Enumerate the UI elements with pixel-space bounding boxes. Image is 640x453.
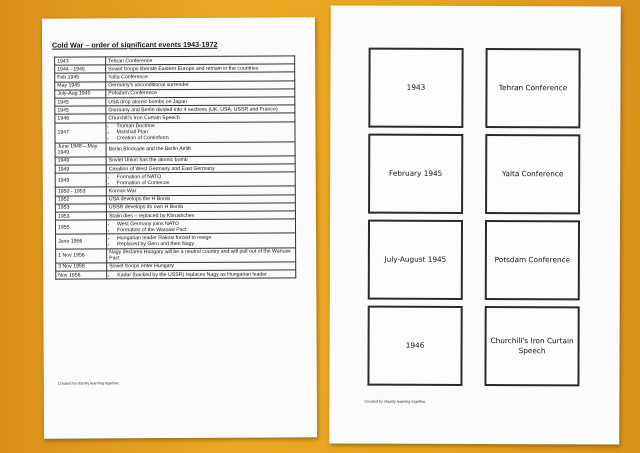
event-date: 1955 xyxy=(55,220,106,234)
event-description: Soviet Union has the atomic bomb xyxy=(106,156,295,165)
event-date: 1946 xyxy=(55,114,106,122)
event-description: Germany's unconditional surrender xyxy=(106,80,295,89)
event-description: Korean War xyxy=(106,186,295,195)
event-date: Nov 1956 xyxy=(56,271,107,279)
event-description: Germany and Berlin divided into 4 sections (UK, USA, USSR and France) xyxy=(106,105,295,114)
sheet-title: Cold War – order of significant events 1943-1972 xyxy=(52,39,218,50)
event-date: 1950 - 1953 xyxy=(55,187,106,195)
event-bullets xyxy=(106,219,295,234)
event-date: Feb 1945 xyxy=(55,73,106,81)
table-row xyxy=(55,121,295,142)
event-date: 1953 xyxy=(55,212,106,220)
credit-text: Created by sfamily learning together. xyxy=(364,399,427,404)
event-date: 1952 xyxy=(55,196,106,204)
bullet-item: • West Germany joins NATO xyxy=(117,220,293,227)
bullet-item: • Truman Doctrine xyxy=(116,123,292,130)
table-row xyxy=(56,270,296,279)
event-description: USA develops the H Bomb xyxy=(106,195,295,204)
card-sort-sheet xyxy=(329,5,621,444)
table-row xyxy=(56,233,296,248)
bullet-list xyxy=(109,173,293,186)
bullet-item: • Formation of the Warsaw Pact xyxy=(117,226,293,233)
event-card[interactable]: 1946 xyxy=(367,306,462,386)
event-date: May 1945 xyxy=(55,81,106,89)
event-bullets xyxy=(106,121,295,142)
event-card[interactable]: Churchill's Iron Curtain Speech xyxy=(484,306,579,386)
table-row xyxy=(55,219,295,234)
event-description: Soviet troops liberate Eastern Europe and remain in the countries xyxy=(106,64,295,73)
event-date: July-Aug 1945 xyxy=(55,90,106,98)
event-card[interactable]: Tehran Conference xyxy=(485,48,580,128)
event-card[interactable]: Potsdam Conference xyxy=(485,220,580,300)
event-date: 1949 xyxy=(55,165,106,173)
bullet-item: • Replaced by Gero and then Nagy xyxy=(117,240,293,247)
bullet-item: • Hungarian leader Rakosi forced to resign xyxy=(117,234,293,241)
table-row xyxy=(56,247,296,262)
event-date: 1945 xyxy=(55,106,106,114)
bullet-item: • Formation of NATO xyxy=(117,173,293,180)
event-description: Stalin dies – replaced by Khrushchev xyxy=(106,211,295,220)
event-description: USSR develops its own H Bomb xyxy=(106,203,295,212)
bullet-item: • Kadar (backed by the USSR) replaces Nagy as Hungarian leader xyxy=(117,271,293,278)
bullet-list xyxy=(109,220,293,233)
event-description: Creation of West Germany and East Germany xyxy=(106,164,295,173)
event-date: 1943 xyxy=(55,57,106,65)
bullet-list xyxy=(109,271,293,278)
event-description: Nagy declares Hungary will be a neutral country and will pull out of the Warsaw Pact xyxy=(107,247,296,262)
event-description: Tehran Conference xyxy=(106,56,295,65)
event-description: Berlin Blockade and the Berlin Airlift xyxy=(106,142,295,157)
event-date: 1949 xyxy=(55,173,106,187)
event-bullets xyxy=(107,233,296,248)
bullet-list xyxy=(109,234,293,247)
bullet-list xyxy=(108,123,292,142)
timeline-sheet xyxy=(42,17,317,438)
event-date: June 1956 xyxy=(56,234,107,248)
event-card[interactable]: 1943 xyxy=(368,48,463,128)
event-card[interactable]: July-August 1945 xyxy=(368,220,463,300)
event-card[interactable]: Yalta Conference xyxy=(485,134,580,214)
event-date: 1947 xyxy=(55,122,106,142)
event-date: 1953 xyxy=(55,204,106,212)
event-bullets xyxy=(106,172,295,187)
bullet-item: • Marshall Plan xyxy=(116,129,292,136)
event-description: Soviet troops enter Hungary xyxy=(107,262,296,271)
event-date: 1 Nov 1956 xyxy=(56,248,107,262)
event-date: June 1948 – May 1949 xyxy=(55,143,106,157)
event-description: Churchill's Iron Curtain Speech xyxy=(106,113,295,122)
bullet-item: • Creation of Cominform xyxy=(117,135,293,142)
event-date: 1944 - 1945 xyxy=(55,65,106,73)
event-date: 1945 xyxy=(55,98,106,106)
table-row xyxy=(55,142,295,157)
event-card[interactable]: February 1945 xyxy=(368,134,463,214)
event-date: 3 Nov 1956 xyxy=(56,263,107,271)
event-description: Potsdam Conference xyxy=(106,89,295,98)
table-row xyxy=(55,172,295,187)
events-table xyxy=(54,55,296,279)
credit-text: Created by sfamily learning together. xyxy=(57,381,120,386)
event-description: USA drop atomic bombs on Japan xyxy=(106,97,295,106)
bullet-item: • Formation of Comecon xyxy=(117,179,293,186)
event-bullets xyxy=(107,270,296,279)
event-description: Yalta Conference xyxy=(106,72,295,81)
event-date: 1949 xyxy=(55,157,106,165)
